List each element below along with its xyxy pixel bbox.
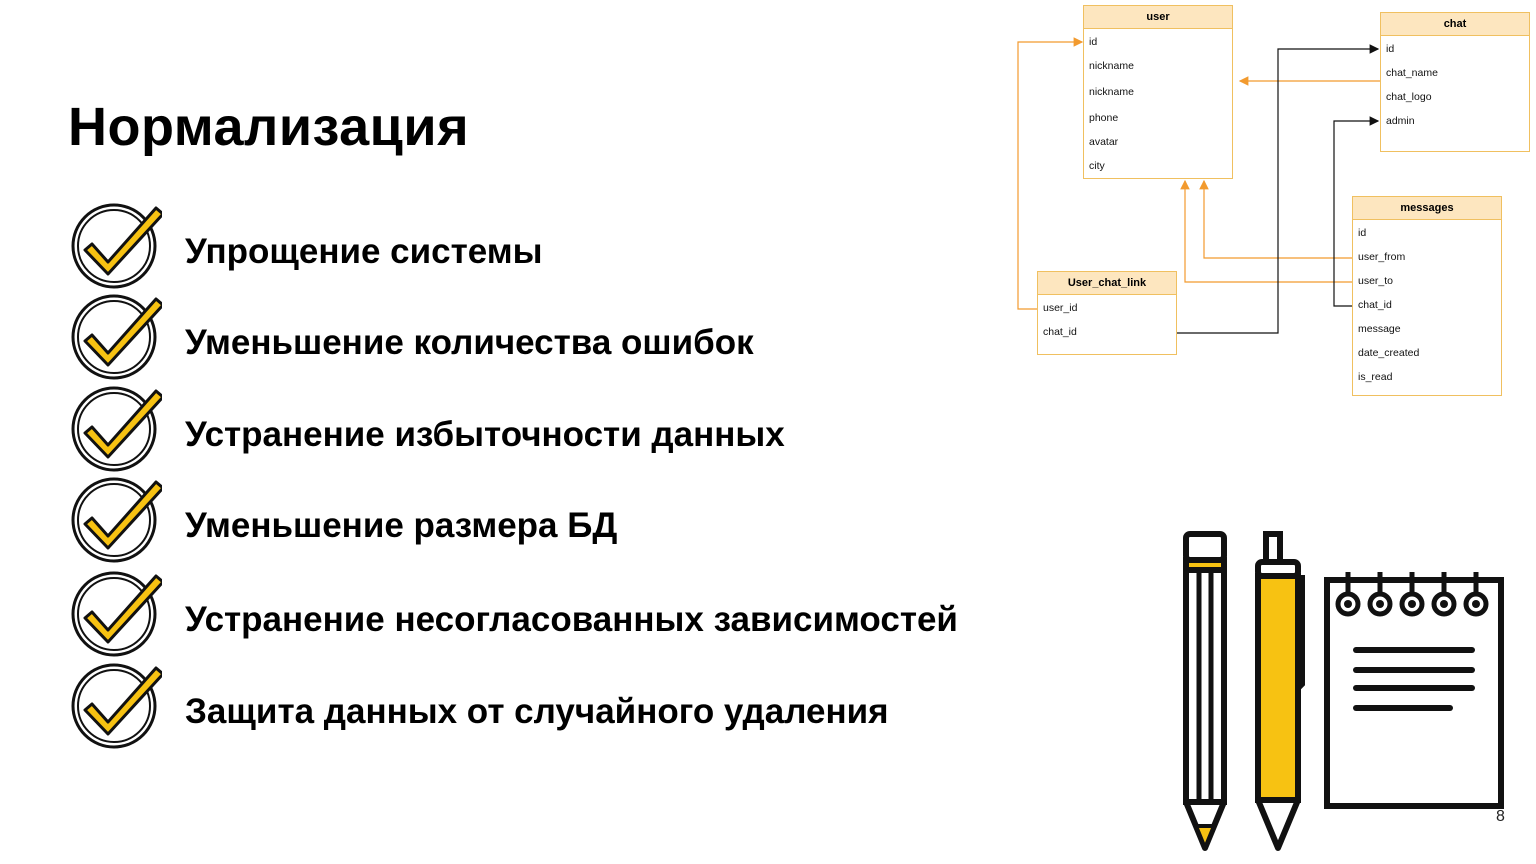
table-field: nickname <box>1089 86 1134 98</box>
table-field: user_from <box>1358 251 1406 263</box>
slide-title: Нормализация <box>68 97 470 157</box>
table-field: phone <box>1089 112 1119 124</box>
table-field: avatar <box>1089 136 1119 148</box>
checklist-label: Упрощение системы <box>185 232 543 271</box>
erd-table-messages <box>1352 196 1502 396</box>
checkmark-icon <box>70 474 162 564</box>
table-field: chat_logo <box>1386 91 1432 103</box>
checklist-item <box>70 660 1070 750</box>
table-field: city <box>1089 160 1105 172</box>
table-field: chat_id <box>1358 299 1392 311</box>
checklist-label: Защита данных от случайного удаления <box>185 692 889 731</box>
table-field: id <box>1386 43 1395 55</box>
table-header: user <box>1084 6 1232 29</box>
table-field: id <box>1358 227 1367 239</box>
table-field: admin <box>1386 115 1415 127</box>
notepad-icon <box>1327 572 1501 806</box>
checklist-label: Устранение несогласованных зависимостей <box>185 600 958 639</box>
pencil-icon <box>1186 534 1224 848</box>
erd-table-user-chat-link <box>1037 271 1177 355</box>
table-field: date_created <box>1358 347 1420 359</box>
checklist-item <box>70 474 1070 564</box>
table-field: message <box>1358 323 1401 335</box>
erd-table-user <box>1083 5 1233 179</box>
table-header: User_chat_link <box>1038 272 1176 295</box>
table-field: nickname <box>1089 60 1134 72</box>
table-field: chat_name <box>1386 67 1438 79</box>
table-field: user_to <box>1358 275 1394 287</box>
erd-table-chat <box>1380 12 1530 152</box>
table-header: chat <box>1381 13 1529 36</box>
table-header: messages <box>1353 197 1501 220</box>
page-number: 8 <box>1496 808 1505 825</box>
table-field: chat_id <box>1043 326 1077 338</box>
checkmark-icon <box>70 660 162 750</box>
erd-connectors <box>0 0 1536 420</box>
table-field: user_id <box>1043 302 1078 314</box>
table-field: id <box>1089 36 1098 48</box>
stationery-illustration <box>1180 528 1510 858</box>
checklist-item <box>70 568 1070 658</box>
checkmark-icon <box>70 568 162 658</box>
relation-msg-userto-user <box>1185 181 1352 282</box>
pen-icon <box>1258 534 1302 848</box>
table-field: is_read <box>1358 371 1393 383</box>
checklist-label: Уменьшение размера БД <box>185 506 618 545</box>
relation-link-user <box>1018 42 1082 309</box>
checklist-label: Уменьшение количества ошибок <box>185 323 754 362</box>
checklist-label: Устранение избыточности данных <box>185 415 785 454</box>
